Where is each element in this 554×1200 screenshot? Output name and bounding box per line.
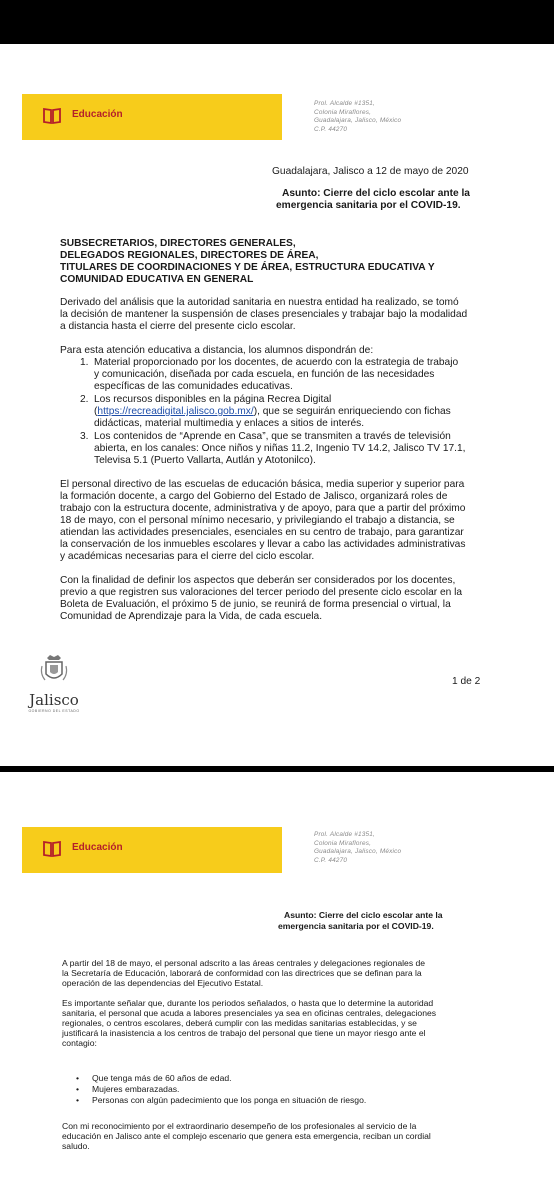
list-line: Los recursos disponibles en la página Recrea Digital — [94, 394, 332, 405]
paragraph-line: a distancia hasta el cierre del presente ciclo escolar. — [60, 321, 296, 332]
paragraph-line: educación en Jalisco ante el complejo escenario que genera esta emergencia, reciban un cordial — [62, 1131, 431, 1141]
paragraph-line: operación de las dependencias del Ejecutivo Estatal. — [62, 978, 264, 988]
paragraph-line: contagio: — [62, 1038, 97, 1048]
coat-of-arms-icon — [39, 654, 69, 686]
jalisco-wordmark: Jalisco — [29, 691, 79, 709]
list-line-link[interactable]: (https://recreadigital.jalisco.gob.mx/), que se seguirán enriqueciendo con fichas — [94, 406, 451, 417]
list-line: didácticas, material multimedia y enlaces a sitios de interés. — [94, 418, 365, 429]
jalisco-subtitle: GOBIERNO DEL ESTADO — [28, 709, 80, 713]
paragraph-line: Comunidad de Aprendizaje para la Vida, de cada escuela. — [60, 611, 323, 622]
address-line: Colonia Miraflores, — [314, 839, 372, 847]
paragraph-line: Boleta de Evaluación, el próximo 5 de junio, se reunirá de forma presencial o virtual, la — [60, 599, 451, 610]
paragraph-line: Con la finalidad de definir los aspectos que deberán ser considerados por los docentes, — [60, 575, 456, 586]
address-line: Prol. Alcalde #1351, — [314, 100, 375, 107]
paragraph-line: Es importante señalar que, durante los periodos señalados, o hasta que lo determine la autoridad — [62, 998, 434, 1008]
list-line: Material proporcionado por los docentes, de acuerdo con la estrategia de trabajo — [94, 357, 459, 368]
bullet-dot: • — [76, 1095, 80, 1105]
paragraph-line: atiendan las actividades presenciales, esenciales en su centro de trabajo, para garantizar — [60, 527, 464, 538]
addressee-line: COMUNIDAD EDUCATIVA EN GENERAL — [60, 274, 254, 285]
subject-line: emergencia sanitaria por el COVID-19. — [278, 921, 434, 931]
address-line: C.P. 44270 — [314, 125, 348, 133]
paragraph-line: Derivado del análisis que la autoridad sanitaria en nuestra entidad ha realizado, se tomó — [60, 297, 459, 308]
list-line: Los contenidos de “Aprende en Casa”, que se transmiten a través de televisión — [94, 431, 451, 442]
education-logo-band — [22, 94, 282, 140]
list-number: 3. — [80, 431, 89, 442]
document-page-1 — [0, 44, 554, 766]
subject-line: Asunto: Cierre del ciclo escolar ante la — [282, 188, 470, 199]
address-line: Prol. Alcalde #1351, — [314, 831, 375, 838]
document-page-2 — [0, 772, 554, 1200]
address-line: Colonia Miraflores, — [314, 108, 372, 116]
book-icon — [42, 106, 62, 126]
address-line: C.P. 44270 — [314, 856, 348, 864]
bullet-item: Que tenga más de 60 años de edad. — [92, 1073, 232, 1083]
address-block — [314, 100, 401, 134]
paragraph-line: previo a que registren sus valoraciones del tercer periodo del presente ciclo escolar en la — [60, 587, 463, 598]
paragraph-line: Con mi reconocimiento por el extraordinario desempeño de los profesionales al servicio de la — [62, 1121, 417, 1131]
paragraph-line: la decisión de mantener la suspensión de clases presenciales y trabajar bajo la modalidad — [60, 309, 468, 320]
paragraph-line: saludo. — [62, 1141, 90, 1151]
brand-name: Educación — [72, 109, 123, 120]
addressee-line: SUBSECRETARIOS, DIRECTORES GENERALES, — [60, 238, 296, 249]
paragraph-line: regionales, o centros escolares, deberá cumplir con las medidas sanitarias establecidas, y se — [62, 1018, 417, 1028]
paragraph-line: A partir del 18 de mayo, el personal adscrito a las áreas centrales y delegaciones regionales de — [62, 958, 426, 968]
addressee-line: TITULARES DE COORDINACIONES Y DE ÁREA, ESTRUCTURA EDUCATIVA Y — [60, 262, 435, 273]
top-black-bar — [0, 0, 554, 44]
paragraph-line: la Secretaría de Educación, laborará de conformidad con las directrices que se definan para la — [62, 968, 422, 978]
paragraph-line: Para esta atención educativa a distancia, los alumnos dispondrán de: — [60, 345, 374, 356]
address-line: Guadalajara, Jalisco, México — [314, 848, 402, 856]
address-block — [314, 831, 401, 865]
subject-line: Asunto: Cierre del ciclo escolar ante la — [284, 910, 443, 920]
list-line: Televisa 5.1 (Puerto Vallarta, Autlán y Atotonilco). — [94, 455, 316, 466]
paragraph-line: y académicas necesarias para el cierre del ciclo escolar. — [60, 551, 315, 562]
bullet-item: Personas con algún padecimiento que los ponga en situación de riesgo. — [92, 1095, 367, 1105]
brand-name: Educación — [72, 842, 123, 853]
book-icon — [42, 839, 62, 859]
jalisco-footer-logo — [14, 654, 94, 713]
list-line: abierta, en los canales: Once niños y niñas 11.2, Ingenio TV 14.2, Jalisco TV 17.1, — [94, 443, 466, 454]
paragraph-line: 18 de mayo, con el personal mínimo necesario, y privilegiando el trabajo a distancia, se — [60, 515, 455, 526]
bullet-dot: • — [76, 1084, 80, 1094]
page-number: 1 de 2 — [452, 676, 481, 687]
paragraph-line: trabajo con la estructura docente, administrativa y de apoyo, para que a partir del próximo — [60, 503, 466, 514]
paragraph-line: sanitaria, el personal que acuda a labores presenciales ya sea en oficinas centrales, delegaciones — [62, 1008, 437, 1018]
bullet-dot: • — [76, 1073, 80, 1083]
paragraph-line: justificará la inasistencia a los centros de trabajo del personal que tiene un mayor riesgo ante el — [62, 1028, 426, 1038]
paragraph-line: la conservación de los inmuebles escolares y llevar a cabo las actividades administrativas — [60, 539, 466, 550]
education-logo-band — [22, 827, 282, 873]
paragraph-line: El personal directivo de las escuelas de educación básica, media superior y superior para — [60, 479, 465, 490]
subject-line: emergencia sanitaria por el COVID-19. — [276, 200, 461, 211]
list-number: 2. — [80, 394, 89, 405]
recrea-digital-link[interactable]: https://recreadigital.jalisco.gob.mx/ — [97, 406, 254, 417]
addressee-line: DELEGADOS REGIONALES, DIRECTORES DE ÁREA, — [60, 250, 319, 261]
list-line: y comunicación, diseñada por cada escuela, en función de las necesidades — [94, 369, 435, 380]
date-line: Guadalajara, Jalisco a 12 de mayo de 2020 — [272, 166, 469, 177]
list-line: específicas de las comunidades educativas. — [94, 381, 293, 392]
paragraph-line: la formación docente, a cargo del Gobierno del Estado de Jalisco, organizará roles de — [60, 491, 448, 502]
address-line: Guadalajara, Jalisco, México — [314, 117, 402, 125]
bullet-item: Mujeres embarazadas. — [92, 1084, 180, 1094]
list-number: 1. — [80, 357, 89, 368]
